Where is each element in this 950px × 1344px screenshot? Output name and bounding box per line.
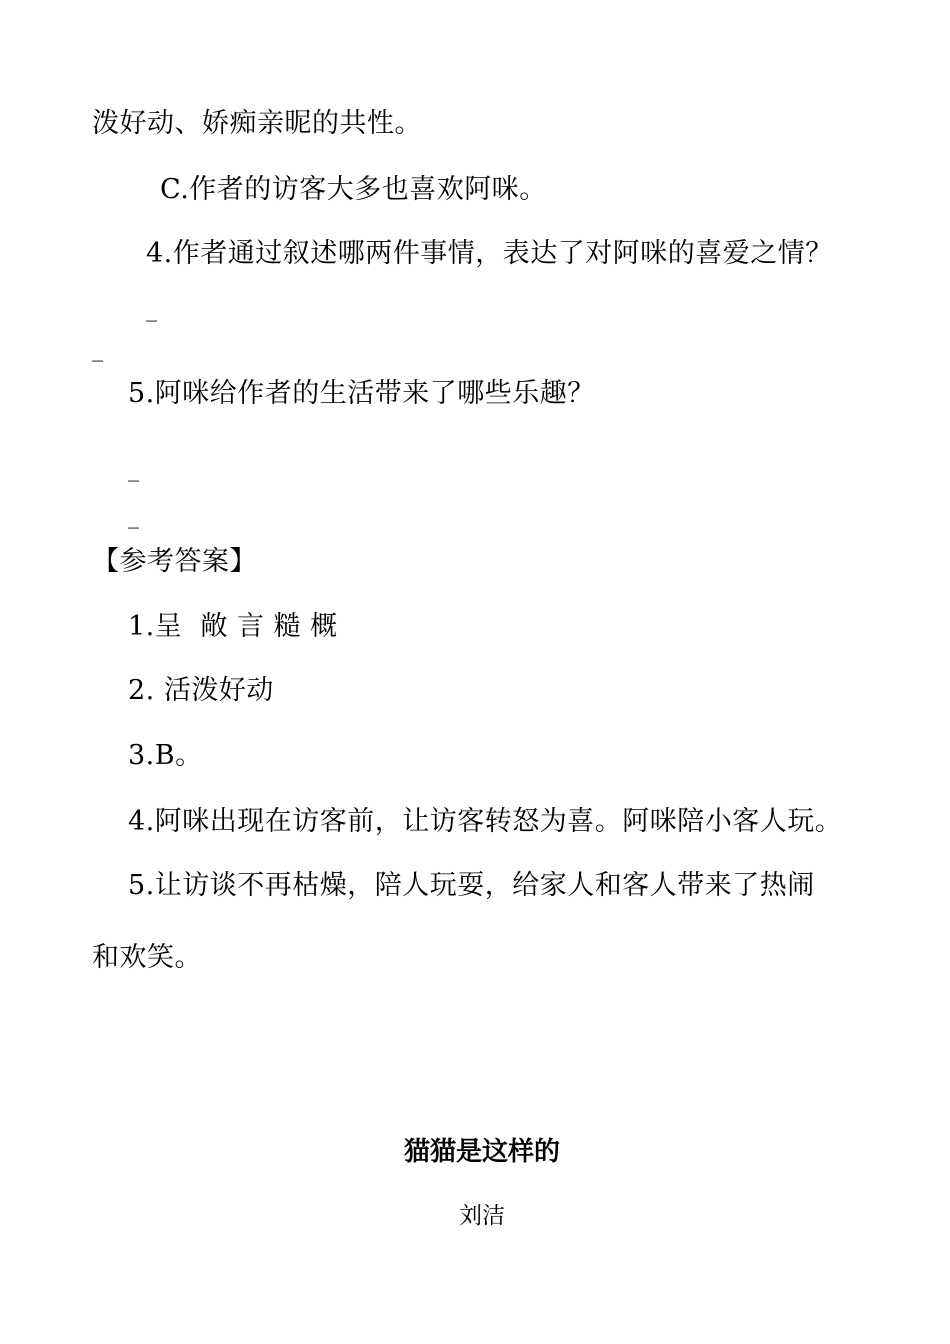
article-title: 猫猫是这样的 [403, 1137, 560, 1167]
question-5-answer-blank-1: _ [128, 457, 139, 482]
answer-4: 4.阿咪出现在访客前，让访客转怒为喜。阿咪陪小客人玩。 [128, 806, 843, 837]
option-c: C.作者的访客大多也喜欢阿咪。 [160, 174, 547, 205]
question-4-answer-blank-2: _ [92, 337, 103, 362]
question-4: 4.作者通过叙述哪两件事情，表达了对阿咪的喜爱之情？ [146, 238, 833, 269]
article-author: 刘洁 [459, 1203, 505, 1229]
answer-1: 1.呈 敞 言 糙 概 [128, 611, 338, 642]
answer-2: 2. 活泼好动 [128, 675, 274, 706]
option-b-continuation: 泼好动、娇痴亲昵的共性。 [92, 108, 422, 139]
question-5: 5.阿咪给作者的生活带来了哪些乐趣？ [128, 378, 595, 409]
answer-3: 3.B。 [128, 740, 203, 771]
answers-heading: 【参考答案】 [92, 546, 257, 577]
question-5-answer-blank-2: _ [128, 504, 139, 529]
answer-5-line-1: 5.让访谈不再枯燥，陪人玩耍，给家人和客人带来了热闹 [128, 870, 815, 901]
question-4-answer-blank-1: _ [146, 297, 157, 322]
answer-5-line-2: 和欢笑。 [92, 942, 202, 973]
